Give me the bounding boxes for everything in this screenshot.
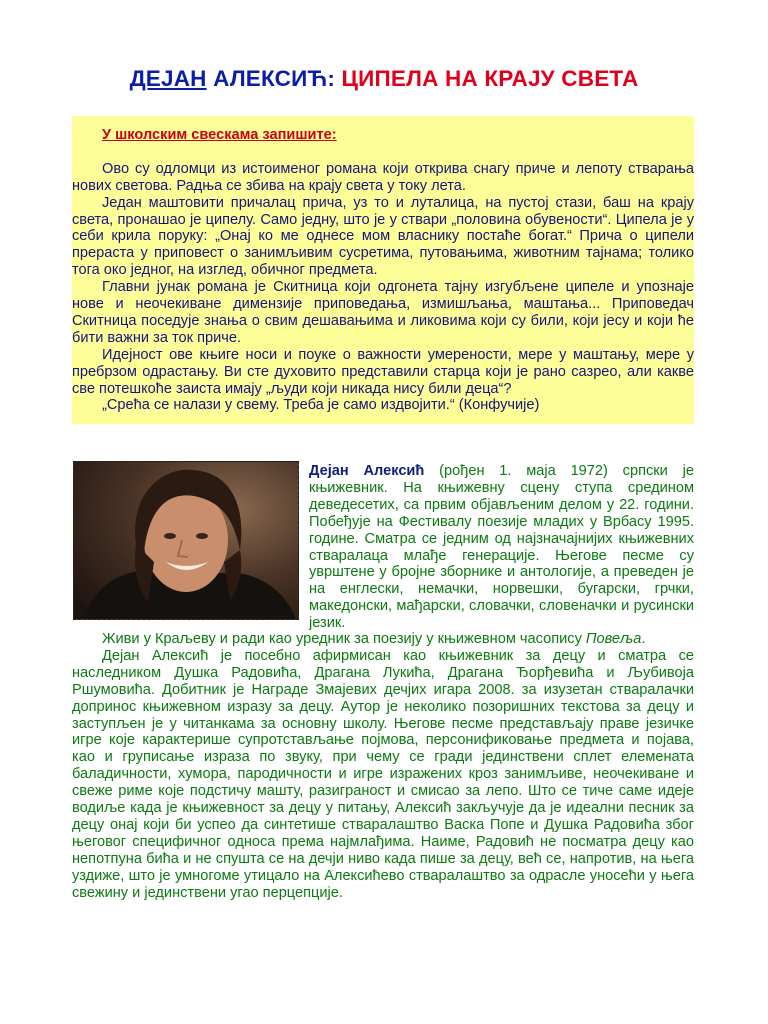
author-portrait-illustration [74,462,299,620]
page-title [0,66,768,92]
magazine-name: Повеља [585,631,642,647]
title-author-surname: АЛЕКСИЋ: [213,66,336,91]
intro-paragraph: Један маштовити причалац прича, уз то и луталица, на пустој стази, баш на крају света, пронашао је ципелу. Само једну, што је у ствари „половина обувености“. Ципела је у себи крила поруку: „Онај ко ме однесе мом власнику постаће богат.“ Прича о ципели прераста у приповест о занимљивим сусретима, путовањима, животним тајнама; толико тога око једног, на изглед, обичног предмета. [72,194,694,279]
author-bio-intro [309,463,694,632]
intro-text-block [72,127,694,414]
bio-paragraph-residence: Живи у Краљеву и ради као уредник за поезију у књижевном часопису Повеља. [102,631,646,647]
author-name: Дејан Алексић [309,463,425,479]
title-author-first-name: ДЕЈАН [129,66,207,91]
intro-paragraph: Идејност ове књиге носи и поуке о важности умерености, мере у маштању, мере у пребрзом одрастању. Ви сте духовито представили старца који је рано сазрео, али какве све потешкоће заиста имају „људи који никада нису били деца“? [72,346,694,397]
intro-paragraph: Ово су одломци из истоименог романа који открива снагу приче и лепоту стварања нових светова. Радња се збива на крају света у току лета. [72,160,694,194]
author-bio-main [72,631,694,902]
title-book-name: ЦИПЕЛА НА КРАЈУ СВЕТА [341,66,639,91]
intro-paragraph: Главни јунак романа је Скитница који одгонета тајну изгубљене ципеле и упознаје нове и неочекиване димензије приповедања, измишљања, маштања... Приповедач Скитница поседује знања о свим дешавањима и ликовима који су били, који јесу и који ће бити важни за ток приче. [72,279,694,346]
bio-paragraph-work: Дејан Алексић је посебно афирмисан као књижевник за децу и сматра се наследником Душка Радовића, Драгана Лукића, Драгана Ђорђевића и Љубивоја Ршумовића. Добитник је Награде Змајевих дечјих игара 2008. за изузетан стваралачки допринос књижевном изразу за децу. Аутор је неколико позоришних текстова за децу и заступљен је у читанкама за основну школу. Његове песме представљају праве језичке игре које карактерише супротстављање појмова, персонификовање предмета и појава, као и груписање израза по звуку, при чему се гради јединствени сплет елемената баладичности, хумора, пародичности и игре изражених кроз занимљиве, неочекиване и свеже риме које подстичу машту, разиграност и смисао за лепо. Што се тиче саме идеје водиље када је књижевност за децу у питању, Алексић закључује да је идеални песник за децу онај који би успео да синтетише стваралаштво Васка Попе и Душка Радовића због његовог специфичног односа према најмлађима. Наиме, Радовић не посматра децу као непотпуна бића и не спушта се на дечји ниво када пише за децу, већ се, напротив, на њега уздиже, што је умногоме утицало на Алексићево стваралаштво за одрасле уносећи у њега свежину и јединствени угао перцепције. [72,647,694,901]
intro-heading: У школским свескама запишите: [102,127,337,143]
author-bio-side-text: (рођен 1. маја 1972) српски је књижевник. На књижевну сцену ступа средином деведесетих, са првим објављеним делом у 22. години. Побеђује на Фестивалу поезије младих у Врбасу 1995. године. Сматра се једним од најзначајнијих књижевних стваралаца млађе генерације. Његове песме су уврштене у бројне зборнике и антологије, а преведен је на енглески, немачки, норвешки, бугарски, грчки, македонски, мађарски, словачки, словеначки и русински језик. [309,463,694,632]
author-photo [73,461,299,620]
intro-quote: „Срећа се налази у свему. Треба је само издвојити.“ (Конфучије) [102,397,540,414]
